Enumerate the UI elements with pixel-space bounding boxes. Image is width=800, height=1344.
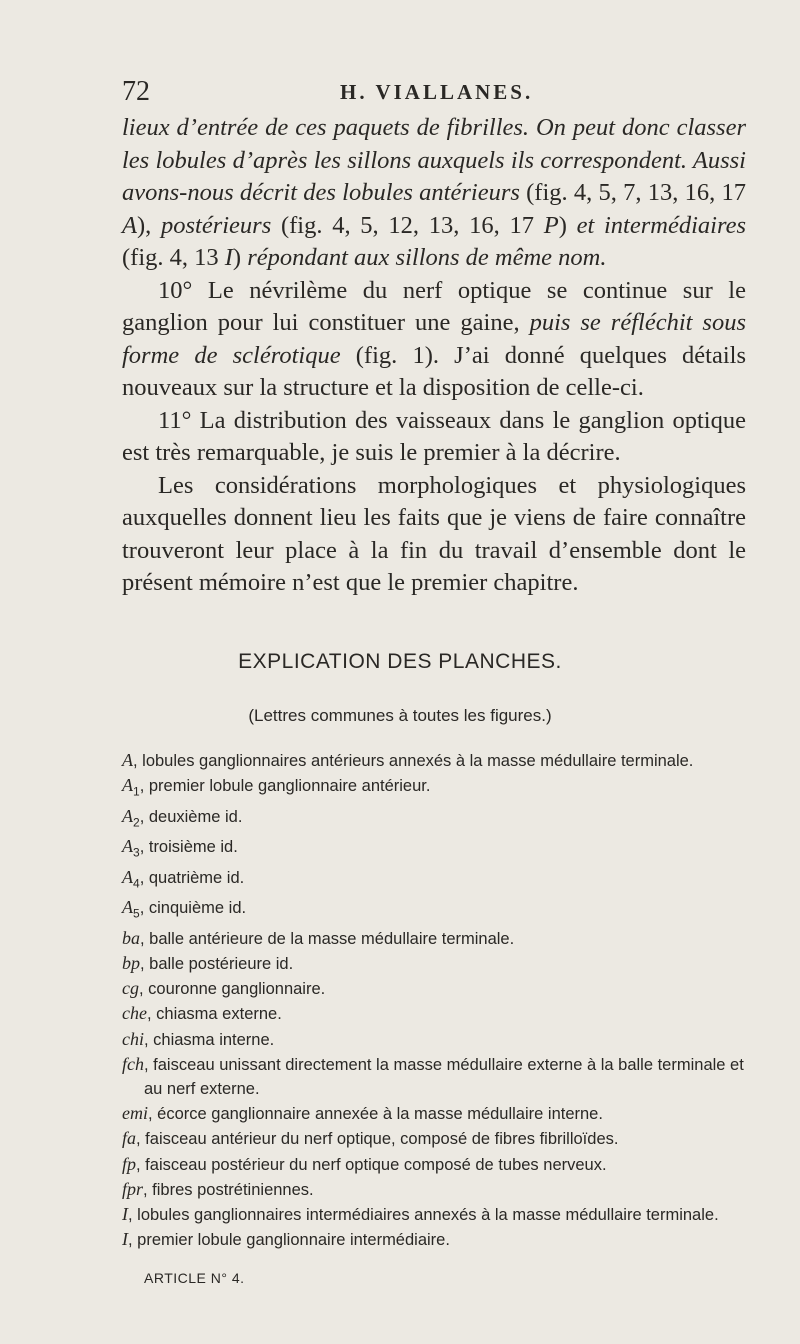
legend-description: , chiasma externe. <box>146 1005 282 1024</box>
body-text <box>122 112 746 600</box>
paragraph-considerations: Les considérations morphologiques et physiologiques auxquelles donnent lieu les faits que je viens de faire connaître trouveront leur place à la fin du travail d’ensemble dont le présent mémoire n’est que le premier chapitre. <box>122 471 746 596</box>
legend-abbreviation: I <box>122 1229 128 1250</box>
legend-subscript: 4 <box>133 876 140 890</box>
legend-entry <box>122 865 762 896</box>
legend-entry <box>122 1227 762 1252</box>
legend-entry <box>122 976 762 1001</box>
legend-abbreviation: A <box>122 750 133 770</box>
legend-description: , cinquième id. <box>139 899 247 918</box>
paragraph-nevrileme: 10° Le névrilème du nerf optique se continue sur le ganglion pour lui constituer une gaine, puis se réfléchit sous forme de sclérotique (fig. 1). J’ai donné quelques détails nouveaux sur la structure et la disposition de celle-ci. <box>122 276 746 401</box>
legend-abbreviation: A <box>122 775 133 796</box>
legend-entry <box>122 926 762 951</box>
legend-entry <box>122 1177 762 1202</box>
legend-description: , faisceau antérieur du nerf optique, composé de fibres fibrilloïdes. <box>136 1130 619 1149</box>
legend-subscript: 1 <box>133 784 140 799</box>
footer-article: ARTICLE N° 4. <box>144 1270 245 1286</box>
legend-description: , chiasma interne. <box>144 1030 275 1049</box>
legend-entry <box>122 834 762 865</box>
legend-abbreviation: che <box>122 1003 147 1024</box>
legend-abbreviation: A <box>122 866 133 887</box>
legend-entry <box>122 748 762 773</box>
page-header <box>122 76 742 112</box>
legend-list <box>122 748 762 1252</box>
legend-abbreviation: A <box>122 836 133 857</box>
legend-entry <box>122 773 762 804</box>
legend-description: , quatrième id. <box>139 868 245 887</box>
legend-description: , balle postérieure id. <box>140 954 294 973</box>
legend-description: , deuxième id. <box>139 807 243 826</box>
legend-abbreviation: fpr <box>122 1178 144 1199</box>
legend-entry <box>122 1202 762 1227</box>
legend-abbreviation: fp <box>122 1153 137 1174</box>
legend-description: , balle antérieure de la masse médullaire terminale. <box>140 929 515 948</box>
legend-subscript: 2 <box>133 815 140 829</box>
legend-description: , lobules ganglionnaires antérieurs annexés à la masse médullaire terminale. <box>133 752 694 770</box>
legend-abbreviation: A <box>122 897 133 918</box>
legend-description: , troisième id. <box>139 838 238 857</box>
legend-abbreviation: cg <box>122 978 139 999</box>
legend-entry <box>122 1101 762 1126</box>
legend-abbreviation: I <box>122 1203 128 1224</box>
legend-abbreviation: A <box>122 805 133 826</box>
legend-subscript: 5 <box>133 906 140 921</box>
legend-description: , lobules ganglionnaires intermédiaires annexés à la masse médullaire terminale. <box>128 1205 719 1224</box>
legend-description: , écorce ganglionnaire annexée à la masse médullaire interne. <box>148 1105 603 1124</box>
legend-entry <box>122 951 762 976</box>
legend-abbreviation: emi <box>122 1103 148 1124</box>
legend-description: , premier lobule ganglionnaire intermédiaire. <box>128 1231 450 1250</box>
running-head: H. VIALLANES. <box>340 80 534 104</box>
legend-entry <box>122 895 762 926</box>
legend-description: , fibres postrétiniennes. <box>143 1180 314 1199</box>
paragraph-lobules: lieux d’entrée de ces paquets de fibrilles. On peut donc classer les lobules d’après les sillons auxquels ils correspondent. Aussi avons-nous décrit des lobules antérieurs (fig. 4, 5, 7, 13, 16, 17 A), postérieurs (fig. 4, 5, 12, 13, 16, 17 P) et intermédiaires (fig. 4, 13 I) répondant aux sillons de même nom. <box>122 114 746 271</box>
legend-abbreviation: bp <box>122 952 140 973</box>
legend-subscript: 3 <box>133 845 140 860</box>
legend-entry <box>122 1126 762 1151</box>
legend-abbreviation: fch <box>122 1053 144 1074</box>
legend-description: , couronne ganglionnaire. <box>139 980 326 999</box>
legend-entry <box>122 1152 762 1177</box>
paragraph-vaisseaux: 11° La distribution des vaisseaux dans le ganglion optique est très remarquable, je suis le premier à la décrire. <box>122 406 746 466</box>
legend-description: , faisceau unissant directement la masse médullaire externe à la balle terminale et au nerf externe. <box>144 1055 744 1098</box>
legend-abbreviation: ba <box>122 927 140 948</box>
legend-abbreviation: fa <box>122 1128 137 1149</box>
section-subtitle: (Lettres communes à toutes les figures.) <box>248 706 552 725</box>
legend-description: , faisceau postérieur du nerf optique composé de tubes nerveux. <box>136 1155 607 1174</box>
legend-entry <box>122 1001 762 1026</box>
legend-entry <box>122 804 762 835</box>
legend-entry <box>122 1027 762 1052</box>
legend-description: , premier lobule ganglionnaire antérieur. <box>139 777 431 796</box>
legend-entry <box>122 1052 762 1101</box>
legend-abbreviation: chi <box>122 1028 144 1049</box>
page-number: 72 <box>122 76 150 107</box>
section-title: EXPLICATION DES PLANCHES. <box>238 650 562 673</box>
